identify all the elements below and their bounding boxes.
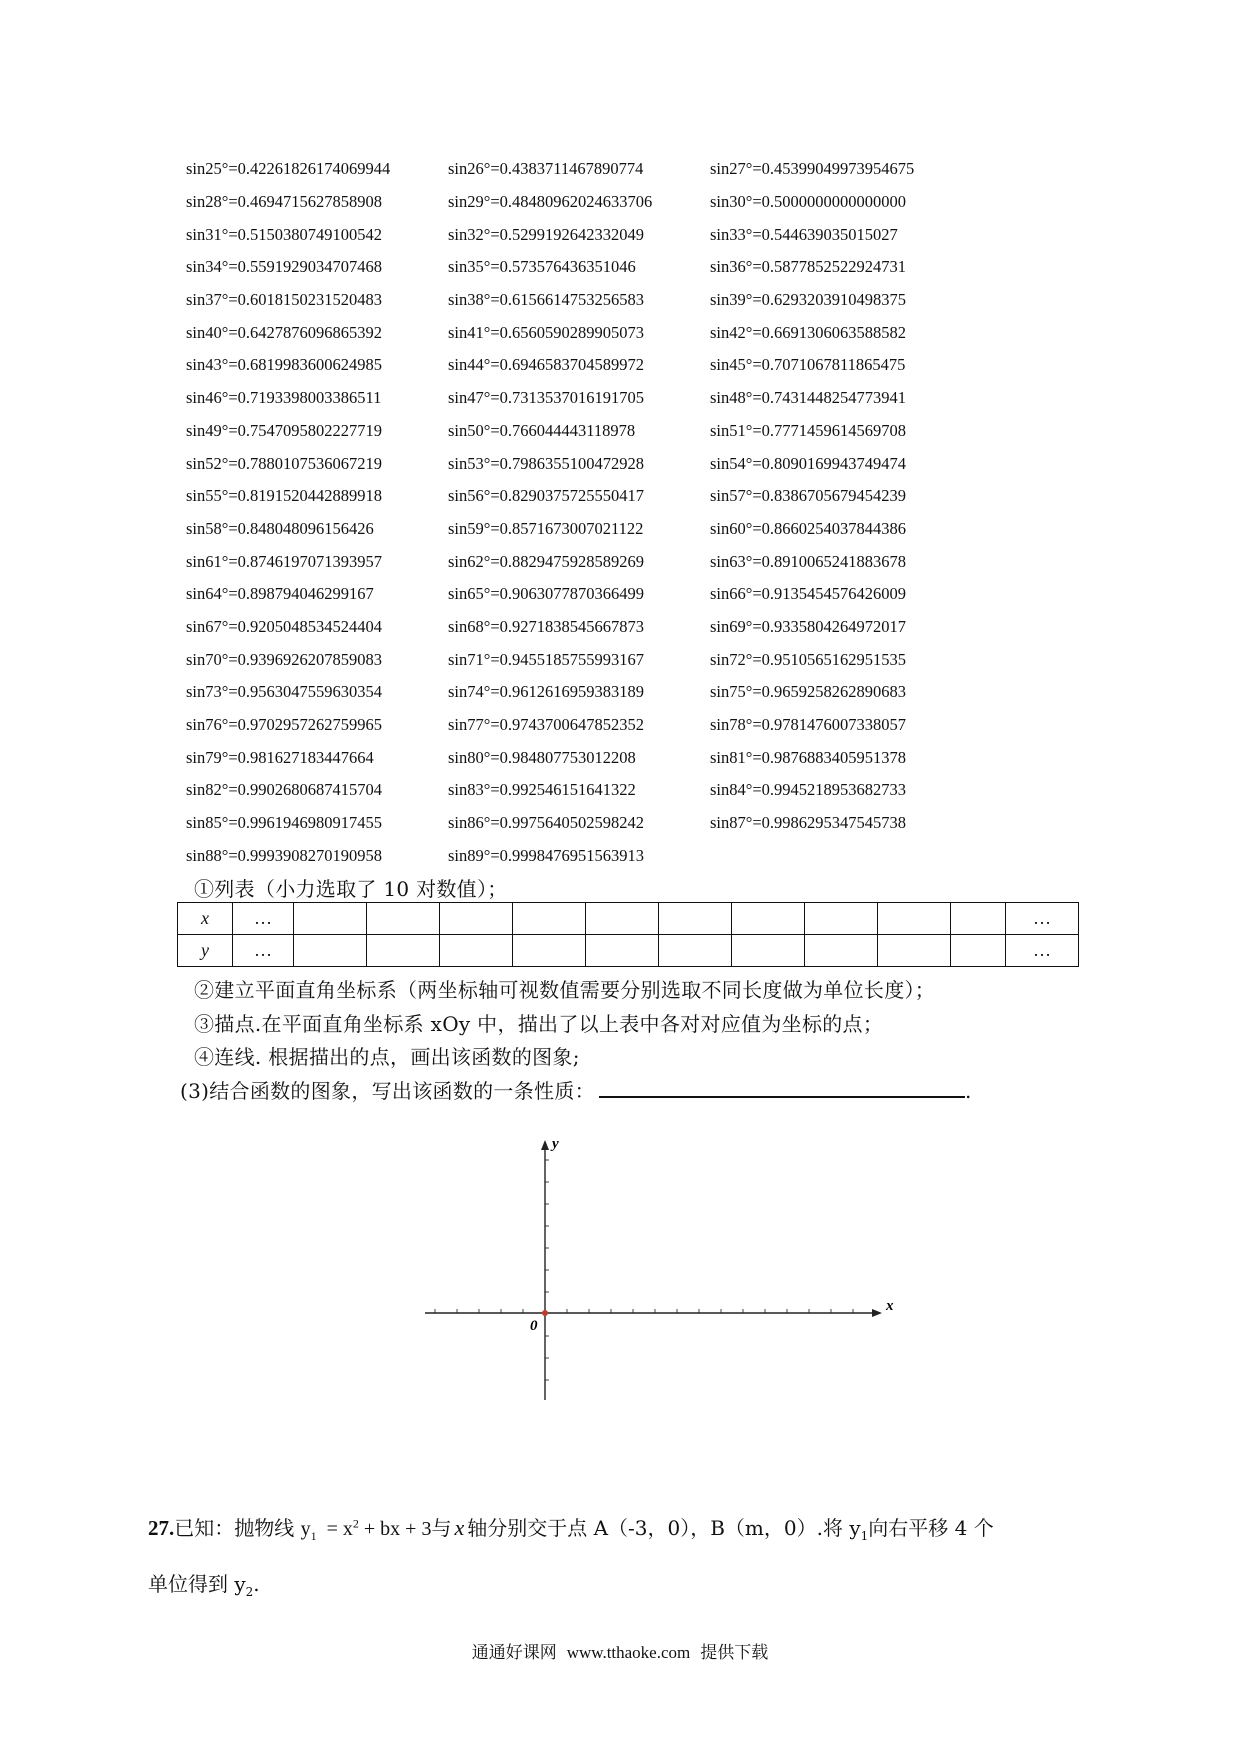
table-cell — [878, 903, 951, 935]
sin-value: sin34°=0.5591929034707468 — [186, 257, 383, 277]
step-2-text: ②建立平面直角坐标系（两坐标轴可视数值需要分别选取不同长度做为单位长度）； — [194, 978, 936, 1002]
q27-text: 向右平移 4 个 — [868, 1516, 994, 1540]
x-axis-label: x — [886, 1298, 894, 1314]
sin-row — [186, 611, 970, 644]
q27-sub: 2 — [245, 1585, 254, 1599]
table-cell — [805, 903, 878, 935]
footer-action: 提供下载 — [700, 1643, 769, 1663]
table-cell — [440, 903, 513, 935]
sin-row — [186, 218, 970, 251]
sin-row — [186, 741, 970, 774]
sin-value: sin49°=0.7547095802227719 — [186, 420, 383, 440]
step-1-text: ①列表（小力选取了 10 对数值）； — [194, 877, 508, 901]
sin-value: sin39°=0.6293203910498375 — [710, 290, 907, 310]
table-cell — [294, 935, 367, 967]
sin-value: sin42°=0.6691306063588582 — [710, 322, 907, 342]
q27-text: 单位得到 y — [148, 1572, 246, 1596]
sin-value: sin70°=0.9396926207859083 — [186, 649, 383, 669]
table-ellipsis: … — [233, 935, 294, 967]
q27-text: . — [253, 1572, 260, 1596]
sin-row — [186, 839, 970, 872]
sin-value: sin63°=0.8910065241883678 — [710, 551, 907, 571]
sin-value: sin33°=0.544639035015027 — [710, 224, 898, 244]
table-cell — [659, 935, 732, 967]
table-ellipsis: … — [1006, 903, 1079, 935]
sin-value: sin84°=0.9945218953682733 — [710, 780, 907, 800]
origin-label: 0 — [530, 1318, 538, 1334]
sin-value: sin27°=0.45399049973954675 — [710, 159, 915, 179]
sin-value: sin71°=0.9455185755993167 — [448, 649, 645, 669]
q27-sub: 1 — [860, 1529, 869, 1543]
y-axis-arrow — [541, 1140, 549, 1150]
eq-rest: + bx + 3 — [363, 1518, 432, 1540]
sin-value: sin25°=0.42261826174069944 — [186, 159, 391, 179]
sin-value: sin65°=0.9063077870366499 — [448, 584, 645, 604]
sin-value: sin45°=0.7071067811865475 — [710, 355, 906, 375]
sin-value: sin52°=0.7880107536067219 — [186, 453, 383, 473]
sin-row — [186, 382, 970, 415]
q27-text: 轴分别交于点 A（-3，0），B（m，0）.将 y — [467, 1516, 861, 1540]
sin-value: sin86°=0.9975640502598242 — [448, 813, 645, 833]
eq-x-sup: 2 — [352, 1516, 359, 1531]
part-3-end: . — [964, 1079, 972, 1103]
sin-value: sin61°=0.8746197071393957 — [186, 551, 383, 571]
sin-value-list — [186, 153, 970, 872]
sin-value: sin51°=0.7771459614569708 — [710, 420, 907, 440]
axis-ticks — [435, 1160, 853, 1380]
sin-value: sin83°=0.992546151641322 — [448, 780, 636, 800]
sin-value: sin40°=0.6427876096865392 — [186, 322, 383, 342]
sin-value: sin88°=0.9993908270190958 — [186, 845, 383, 865]
q27-text: 已知：抛物线 — [174, 1516, 295, 1540]
q27-text: 与 — [431, 1516, 452, 1540]
sin-row — [186, 709, 970, 742]
part-3-question — [180, 1075, 972, 1104]
sin-value: sin55°=0.8191520442889918 — [186, 486, 383, 506]
eq-y: y — [300, 1518, 311, 1540]
sin-value: sin66°=0.9135454576426009 — [710, 584, 907, 604]
sin-row — [186, 153, 970, 186]
sin-value: sin38°=0.6156614753256583 — [448, 290, 645, 310]
sin-value: sin26°=0.4383711467890774 — [448, 159, 644, 179]
sin-value: sin59°=0.8571673007021122 — [448, 518, 644, 538]
sin-value: sin80°=0.984807753012208 — [448, 747, 636, 767]
question-27-line-1 — [148, 1512, 994, 1544]
page-footer — [0, 1638, 1240, 1663]
table-cell — [732, 903, 805, 935]
table-cell — [951, 935, 1006, 967]
sin-row — [186, 774, 970, 807]
sin-value: sin28°=0.4694715627858908 — [186, 192, 383, 212]
sin-row — [186, 447, 970, 480]
sin-value: sin57°=0.8386705679454239 — [710, 486, 907, 506]
table-label-y: y — [178, 935, 233, 967]
sin-row — [186, 513, 970, 546]
sin-row — [186, 284, 970, 317]
table-cell — [367, 903, 440, 935]
sin-row — [186, 643, 970, 676]
sin-value: sin81°=0.9876883405951378 — [710, 747, 907, 767]
sin-row — [186, 251, 970, 284]
table-cell — [367, 935, 440, 967]
table-cell — [659, 903, 732, 935]
sin-value: sin74°=0.9612616959383189 — [448, 682, 645, 702]
footer-url: www.tthaoke.com — [566, 1643, 691, 1662]
sin-value: sin36°=0.5877852522924731 — [710, 257, 907, 277]
question-27-line-2 — [148, 1568, 260, 1599]
sin-row — [186, 578, 970, 611]
coordinate-axes — [420, 1130, 900, 1410]
sin-value: sin89°=0.9998476951563913 — [448, 845, 645, 865]
sin-value: sin54°=0.8090169943749474 — [710, 453, 907, 473]
sin-value: sin48°=0.7431448254773941 — [710, 388, 907, 408]
table-ellipsis: … — [1006, 935, 1079, 967]
eq-x: = x — [326, 1518, 353, 1540]
table-cell — [732, 935, 805, 967]
table-row-x — [178, 903, 1079, 935]
sin-value: sin29°=0.48480962024633706 — [448, 192, 653, 212]
table-label-x: x — [178, 903, 233, 935]
sin-value: sin32°=0.5299192642332049 — [448, 224, 645, 244]
sin-value: sin76°=0.9702957262759965 — [186, 715, 383, 735]
sin-row — [186, 316, 970, 349]
value-table — [177, 902, 1079, 967]
sin-value: sin60°=0.8660254037844386 — [710, 518, 907, 538]
table-cell — [513, 903, 586, 935]
sin-value: sin35°=0.573576436351046 — [448, 257, 636, 277]
sin-value: sin37°=0.6018150231520483 — [186, 290, 383, 310]
sin-value: sin72°=0.9510565162951535 — [710, 649, 907, 669]
q27-x-var: x — [454, 1515, 465, 1540]
origin-point — [542, 1310, 548, 1316]
table-cell — [586, 903, 659, 935]
sin-row — [186, 676, 970, 709]
sin-value: sin85°=0.9961946980917455 — [186, 813, 383, 833]
table-cell — [586, 935, 659, 967]
sin-value: sin75°=0.9659258262890683 — [710, 682, 907, 702]
equation — [300, 1516, 432, 1543]
sin-value: sin53°=0.7986355100472928 — [448, 453, 645, 473]
answer-blank — [599, 1078, 965, 1098]
footer-site: 通通好课网 — [471, 1643, 557, 1663]
sin-row — [186, 480, 970, 513]
sin-value: sin50°=0.766044443118978 — [448, 420, 636, 440]
table-ellipsis: … — [233, 903, 294, 935]
sin-row — [186, 545, 970, 578]
sin-row — [186, 186, 970, 219]
sin-value: sin44°=0.6946583704589972 — [448, 355, 645, 375]
y-axis-label: y — [552, 1136, 559, 1152]
table-row-y — [178, 935, 1079, 967]
sin-value: sin56°=0.8290375725550417 — [448, 486, 645, 506]
sin-value: sin87°=0.9986295347545738 — [710, 813, 907, 833]
sin-value: sin78°=0.9781476007338057 — [710, 715, 907, 735]
table-cell — [951, 903, 1006, 935]
sin-value: sin43°=0.6819983600624985 — [186, 355, 383, 375]
sin-value: sin67°=0.9205048534524404 — [186, 616, 383, 636]
sin-value: sin79°=0.981627183447664 — [186, 747, 374, 767]
sin-value: sin31°=0.5150380749100542 — [186, 224, 383, 244]
sin-value: sin41°=0.6560590289905073 — [448, 322, 645, 342]
table-cell — [805, 935, 878, 967]
sin-value: sin62°=0.8829475928589269 — [448, 551, 645, 571]
table-cell — [294, 903, 367, 935]
sin-value: sin82°=0.9902680687415704 — [186, 780, 383, 800]
sin-row — [186, 807, 970, 840]
sin-value: sin69°=0.9335804264972017 — [710, 616, 907, 636]
sin-value: sin47°=0.7313537016191705 — [448, 388, 645, 408]
table-cell — [878, 935, 951, 967]
sin-row — [186, 349, 970, 382]
eq-y-sub: 1 — [310, 1529, 317, 1543]
question-number: 27. — [148, 1516, 175, 1540]
sin-value: sin30°=0.5000000000000000 — [710, 192, 907, 212]
step-4-text: ④连线. 根据描出的点，画出该函数的图象; — [194, 1045, 580, 1069]
table-cell — [440, 935, 513, 967]
sin-value: sin68°=0.9271838545667873 — [448, 616, 645, 636]
table-cell — [513, 935, 586, 967]
sin-value: sin58°=0.848048096156426 — [186, 518, 374, 538]
sin-value: sin46°=0.7193398003386511 — [186, 388, 382, 408]
sin-value: sin77°=0.9743700647852352 — [448, 715, 645, 735]
x-axis-arrow — [872, 1309, 882, 1317]
sin-value: sin64°=0.898794046299167 — [186, 584, 374, 604]
sin-row — [186, 415, 970, 448]
step-3-text: ③描点.在平面直角坐标系 xOy 中，描出了以上表中各对对应值为坐标的点； — [194, 1012, 884, 1036]
part-3-text: (3)结合函数的图象，写出该函数的一条性质： — [180, 1079, 595, 1103]
sin-value: sin73°=0.9563047559630354 — [186, 682, 383, 702]
